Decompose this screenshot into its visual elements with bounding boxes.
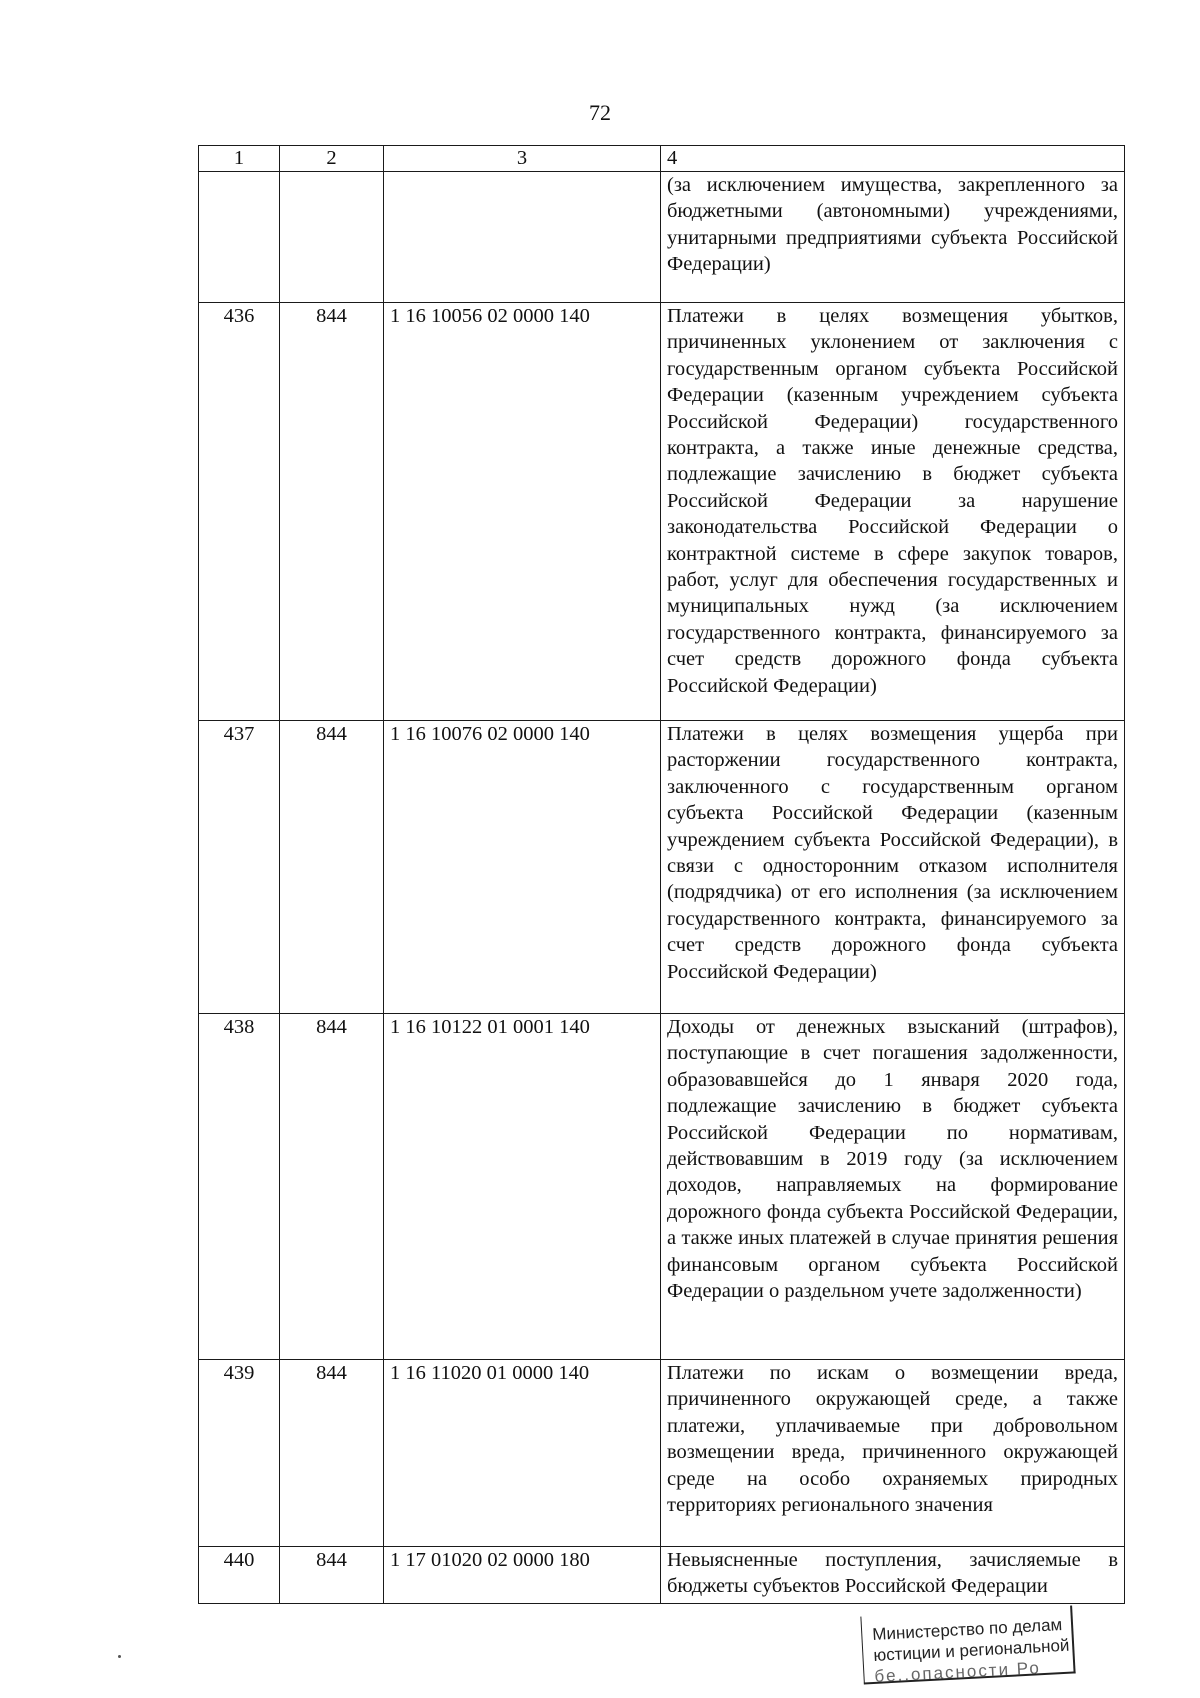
budget-classification-code: 1 16 10122 01 0001 140 [384,1014,661,1360]
budget-classification-code [384,172,661,303]
scan-speck [118,1655,121,1658]
table-row [199,1547,1125,1604]
row-number [199,172,280,303]
admin-code: 844 [280,1360,384,1547]
income-description: Невыясненные поступления, зачисляемые в бюджеты субъектов Российской Федерации [661,1547,1125,1604]
table-row [199,1360,1125,1547]
budget-classification-code: 1 17 01020 02 0000 180 [384,1547,661,1604]
stamp-line-1: Министерство по делам [871,1615,1063,1644]
stamp-line-3: бе..опасности Ро [874,1658,1042,1686]
budget-classification-code: 1 16 10056 02 0000 140 [384,303,661,721]
admin-code: 844 [280,1547,384,1604]
column-header-2: 2 [280,146,384,172]
table-row [199,172,1125,303]
table-row [199,1014,1125,1360]
row-number: 440 [199,1547,280,1604]
column-header-3: 3 [384,146,661,172]
admin-code [280,172,384,303]
ministry-stamp [860,1605,1075,1684]
income-description: Платежи в целях возмещения ущерба при расторжении государственного контракта, заключенного с государственным органом субъекта Российской Федерации (казенным учреждением субъекта Российской Федерации), в связи с односторонним отказом исполнителя (подрядчика) от его исполнения (за исключением государственного контракта, финансируемого за счет средств дорожного фонда субъекта Российской Федерации) [661,721,1125,1014]
budget-codes-table [198,145,1125,1604]
income-description: Платежи по искам о возмещении вреда, причиненного окружающей среде, а также платежи, уплачиваемые при добровольном возмещении вреда, причиненного окружающей среде на особо охраняемых природных территориях регионального значения [661,1360,1125,1547]
table-row [199,303,1125,721]
stamp-line-2: юстиции и региональной [872,1635,1070,1665]
column-header-1: 1 [199,146,280,172]
budget-classification-code: 1 16 11020 01 0000 140 [384,1360,661,1547]
income-description: (за исключением имущества, закрепленного за бюджетными (автономными) учреждениями, унитарными предприятиями субъекта Российской Федерации) [661,172,1125,303]
admin-code: 844 [280,1014,384,1360]
row-number: 438 [199,1014,280,1360]
row-number: 439 [199,1360,280,1547]
income-description: Платежи в целях возмещения убытков, причиненных уклонением от заключения с государственным органом субъекта Российской Федерации (казенным учреждением субъекта Российской Федерации) государственного контракта, а также иные денежные средства, подлежащие зачислению в бюджет субъекта Российской Федерации за нарушение законодательства Российской Федерации о контрактной системе в сфере закупок товаров, работ, услуг для обеспечения государственных и муниципальных нужд (за исключением государственного контракта, финансируемого за счет средств дорожного фонда субъекта Российской Федерации) [661,303,1125,721]
income-description: Доходы от денежных взысканий (штрафов), поступающие в счет погашения задолженности, образовавшейся до 1 января 2020 года, подлежащие зачислению в бюджет субъекта Российской Федерации по нормативам, действовавшим в 2019 году (за исключением доходов, направляемых на формирование дорожного фонда субъекта Российской Федерации, а также иных платежей в случае принятия решения финансовым органом субъекта Российской Федерации о раздельном учете задолженности) [661,1014,1125,1360]
budget-classification-code: 1 16 10076 02 0000 140 [384,721,661,1014]
admin-code: 844 [280,721,384,1014]
row-number: 436 [199,303,280,721]
row-number: 437 [199,721,280,1014]
page-number: 72 [589,100,611,125]
table-row [199,721,1125,1014]
admin-code: 844 [280,303,384,721]
column-header-4: 4 [661,146,1125,172]
table-header-row [199,146,1125,172]
